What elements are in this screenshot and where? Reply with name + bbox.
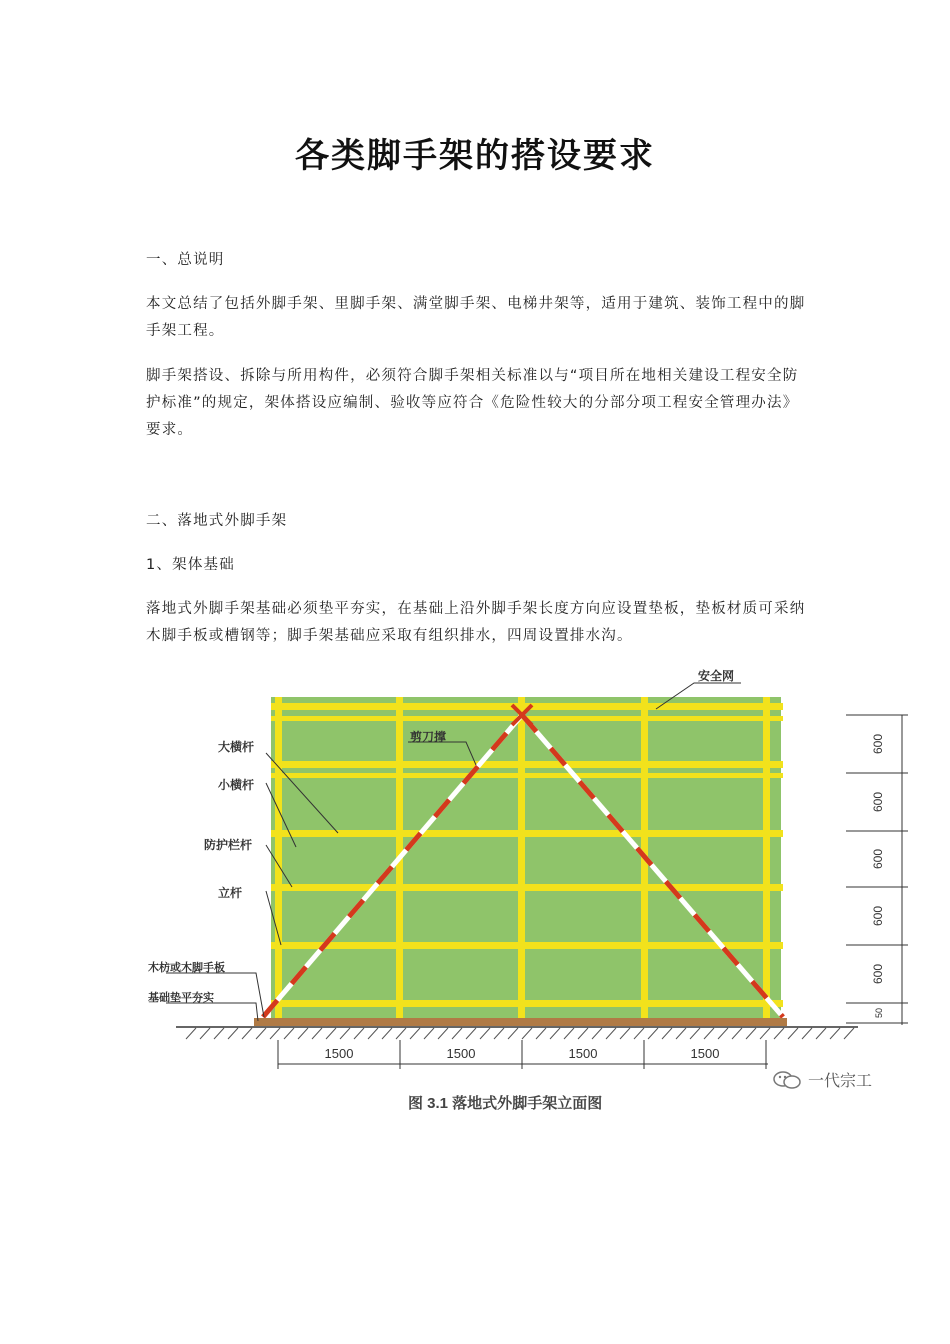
dim-h-4: 1500 — [690, 1046, 720, 1061]
subsection-heading-foundation: 1、架体基础 — [146, 557, 235, 573]
safety-net-area — [271, 697, 781, 1019]
wechat-icon — [772, 1069, 802, 1091]
ground-hatch — [186, 1028, 854, 1039]
wood-pad — [254, 1018, 787, 1026]
paragraph-standards: 脚手架搭设、拆除与所用构件，必须符合脚手架相关标准以与“项目所在地相关建设工程安全防护标准”的规定，架体搭设应编制、验收等应符合《危险性较大的分部分项工程安全管理办法》 要求。 — [146, 368, 799, 438]
dim-v-6: 50 — [874, 1007, 884, 1019]
label-small-crossbar: 小横杆 — [218, 778, 255, 792]
label-guardrail: 防护栏杆 — [204, 838, 253, 852]
dim-v-3: 600 — [871, 848, 885, 870]
label-safety-net: 安全网 — [698, 669, 735, 683]
dim-h-3: 1500 — [568, 1046, 598, 1061]
section-heading-floor-scaffold: 二、落地式外脚手架 — [146, 513, 288, 529]
figure-caption: 图 3.1 落地式外脚手架立面图 — [408, 1095, 603, 1112]
label-foundation: 基础垫平夯实 — [148, 992, 214, 1004]
dim-v-2: 600 — [871, 791, 885, 813]
paragraph-foundation: 落地式外脚手架基础必须垫平夯实，在基础上沿外脚手架长度方向应设置垫板，垫板材质可采纳木脚手板或槽钢等；脚手架基础应采取有组织排水，四周设置排水沟。 — [146, 601, 806, 644]
page-title: 各类脚手架的搭设要求 — [295, 136, 655, 176]
dim-h-2: 1500 — [446, 1046, 476, 1061]
scaffold-elevation-diagram — [146, 665, 910, 1125]
dim-v-1: 600 — [871, 733, 885, 755]
label-upright: 立杆 — [218, 886, 243, 900]
watermark — [772, 1068, 872, 1091]
label-big-crossbar: 大横杆 — [218, 740, 255, 754]
dim-h-1: 1500 — [324, 1046, 354, 1061]
watermark-text: 一代宗工 — [808, 1073, 873, 1090]
paragraph-intro: 本文总结了包括外脚手架、里脚手架、满堂脚手架、电梯井架等，适用于建筑、装饰工程中的脚手架工程。 — [146, 296, 806, 339]
section-heading-general: 一、总说明 — [146, 252, 225, 268]
dim-v-4: 600 — [871, 905, 885, 927]
label-scissor-brace: 剪刀撑 — [410, 730, 447, 744]
dim-v-5: 600 — [871, 963, 885, 985]
label-wood-pad: 木枋或木脚手板 — [148, 962, 225, 974]
